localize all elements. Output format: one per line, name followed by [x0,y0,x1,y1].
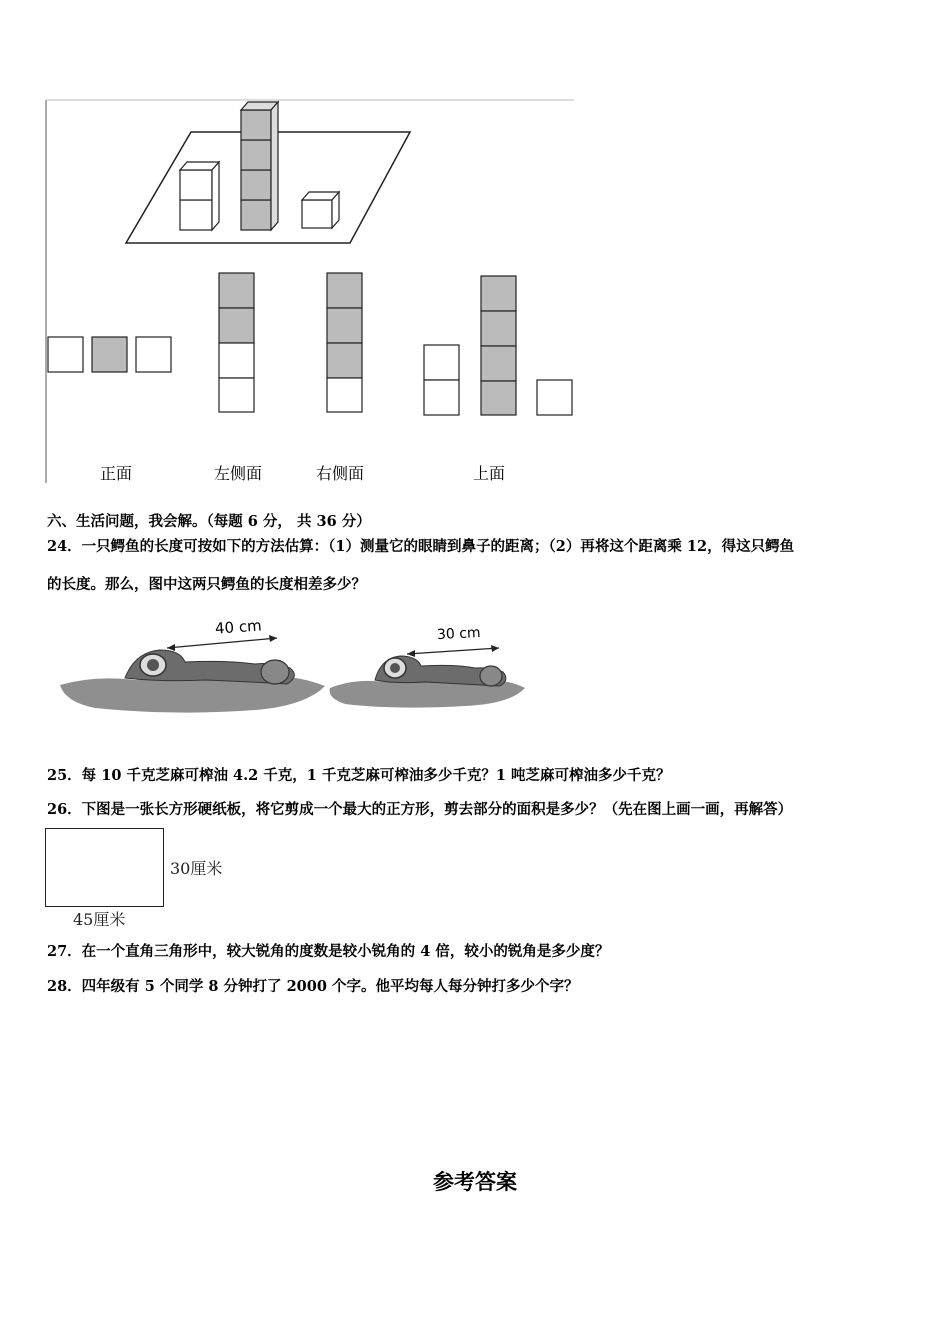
cube-views-figure [44,98,579,486]
answer-title: 参考答案 [433,1170,517,1194]
cardboard-rectangle [45,828,164,907]
rectangle-width-label: 45厘米 [73,910,126,929]
cube-views-svg [44,98,579,486]
right-side-view [327,273,362,412]
crocodile-figure [55,610,535,725]
rectangle-height-label: 30厘米 [170,859,223,878]
label-left-view: 左侧面 [214,464,263,483]
top-view [424,276,572,415]
cube-stack-left [180,162,219,230]
question-26: 26．下图是一张长方形硬纸板，将它剪成一个最大的正方形，剪去部分的面积是多少？（先在图上画一画，再解答） [47,801,793,818]
question-24-line2: 的长度。那么，图中这两只鳄鱼的长度相差多少？ [47,576,366,593]
label-right-view: 右侧面 [316,464,365,483]
question-27: 27．在一个直角三角形中，较大锐角的度数是较小锐角的 4 倍，较小的锐角是多少度？ [47,943,610,960]
crocodile-1-distance-label: 40 cm [214,616,263,638]
question-28: 28．四年级有 5 个同学 8 分钟打了 2000 个字。他平均每人每分钟打多少个字？ [47,978,579,995]
question-25: 25．每 10 千克芝麻可榨油 4.2 千克，1 千克芝麻可榨油多少千克？1 吨芝麻可榨油多少千克？ [47,767,671,784]
question-24-line1: 24．一只鳄鱼的长度可按如下的方法估算：（1）测量它的眼睛到鼻子的距离；（2）再将这个距离乘 12，得这只鳄鱼 [47,538,795,555]
crocodile-2-distance-label: 30 cm [436,624,481,644]
front-view [48,337,171,372]
cube-stack-middle [241,102,278,230]
label-front-view: 正面 [100,464,133,483]
left-side-view [219,273,254,412]
label-top-view: 上面 [473,464,506,483]
cube-single-right [302,192,339,228]
section-heading: 六、生活问题，我会解。（每题 6 分， 共 36 分） [47,513,371,530]
